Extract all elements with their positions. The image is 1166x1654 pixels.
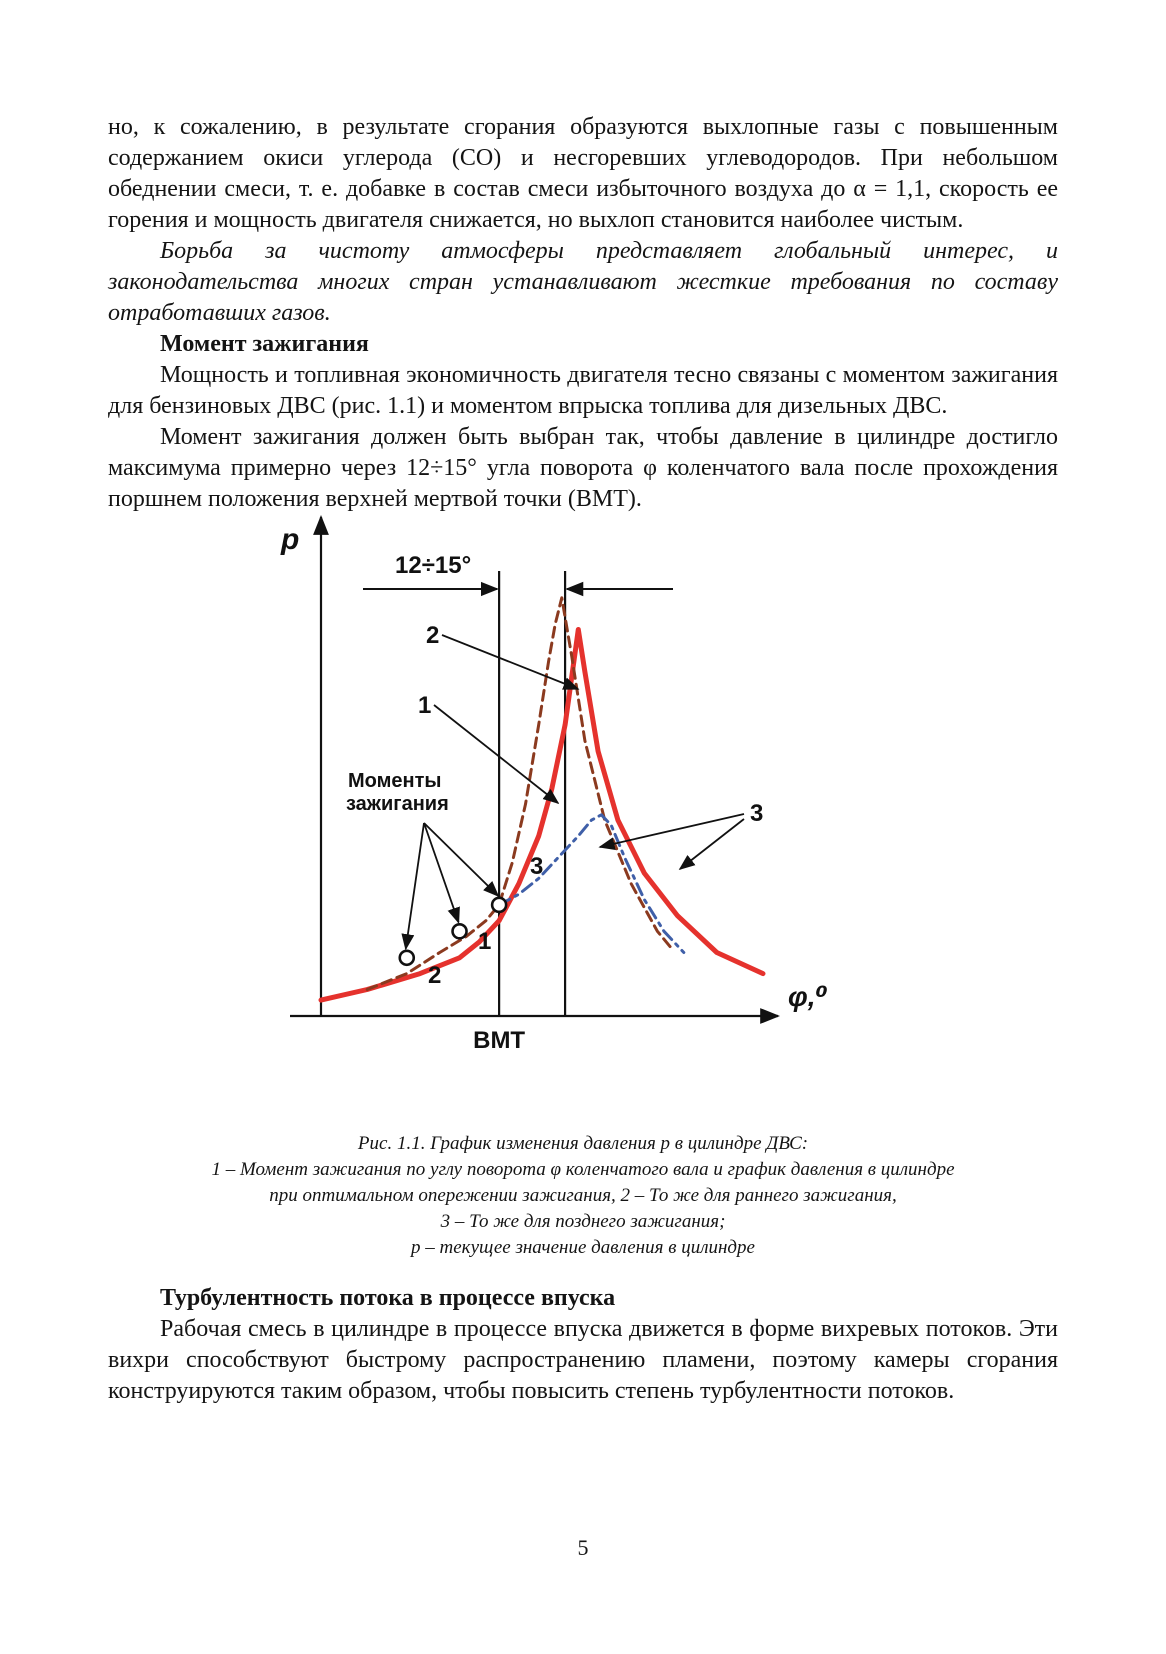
label-point-3: 3	[530, 853, 544, 880]
label-curve-1: 1	[418, 692, 432, 719]
label-point-2: 2	[428, 962, 442, 989]
paragraph-3: Мощность и топливная экономичность двигателя тесно связаны с моментом зажигания для бензиновых ДВС (рис. 1.1) и моментом впрыска топлива для дизельных ДВС.	[108, 362, 1058, 419]
figure-pressure-chart	[108, 523, 1058, 1131]
ignition-point-2	[400, 951, 414, 965]
tdc-label: ВМТ	[473, 1027, 526, 1054]
caption-line-1: Рис. 1.1. График изменения давления р в цилиндре ДВС:	[357, 1133, 809, 1154]
paragraph-5: Рабочая смесь в цилиндре в процессе впуска движется в форме вихревых потоков. Эти вихри способствуют быстрому распространению пламени, поэтому камеры сгорания конструируются таким образом, чтобы повысить степень турбулентности потоков.	[108, 1316, 1058, 1404]
caption-line-3: при оптимальном опережении зажигания, 2 – То же для раннего зажигания,	[269, 1185, 897, 1206]
span-label: 12÷15°	[395, 552, 472, 579]
ignition-arrow-2	[406, 823, 424, 949]
pointer-curve-1	[434, 705, 558, 803]
section-heading-turbulence: Турбулентность потока в процессе впуска	[160, 1285, 616, 1311]
paragraph-1: но, к сожалению, в результате сгорания образуются выхлопные газы с повышенным содержанием окиси углерода (СО) и несгоревших углеводородов. При небольшом обеднении смеси, т. е. добавке в состав смеси избыточного воздуха до α = 1,1, скорость ее горения и мощность двигателя снижается, но выхлоп становится наиболее чистым.	[108, 114, 1058, 233]
caption-line-2: 1 – Момент зажигания по углу поворота φ коленчатого вала и график давления в цилиндре	[211, 1159, 955, 1180]
ignition-arrow-1	[424, 823, 459, 922]
label-curve-3: 3	[750, 800, 764, 827]
figure-caption	[108, 1131, 1058, 1261]
page-number: 5	[577, 1535, 589, 1560]
section-heading-ignition: Момент зажигания	[160, 331, 369, 357]
y-axis-label: p	[281, 523, 300, 556]
caption-line-4: 3 – То же для позднего зажигания;	[440, 1211, 726, 1232]
document-page	[108, 112, 1058, 1407]
label-point-1: 1	[478, 928, 492, 955]
pointer-curve-2	[442, 635, 578, 689]
ignition-label-line-1: Моменты	[348, 770, 442, 792]
ignition-arrow-3	[424, 823, 498, 896]
ignition-label-line-2: зажигания	[346, 793, 449, 815]
pressure-chart-svg	[108, 523, 1058, 1131]
label-curve-2: 2	[426, 622, 440, 649]
caption-line-5: р – текущее значение давления в цилиндре	[411, 1237, 755, 1258]
x-axis-label: φ,⁰	[788, 981, 828, 1012]
paragraph-4: Момент зажигания должен быть выбран так, чтобы давление в цилиндре достигло максимума примерно через 12÷15° угла поворота φ коленчатого вала после прохождения поршнем положения верхней мертвой точки (ВМТ).	[108, 424, 1058, 512]
annotations-group	[346, 622, 763, 989]
ignition-point-3	[492, 898, 506, 912]
paragraph-2-italic: Борьба за чистоту атмосферы представляет глобальный интерес, и законодательства многих стран устанавливают жесткие требования по составу отработавших газов.	[108, 238, 1058, 326]
ignition-point-1	[453, 924, 467, 938]
